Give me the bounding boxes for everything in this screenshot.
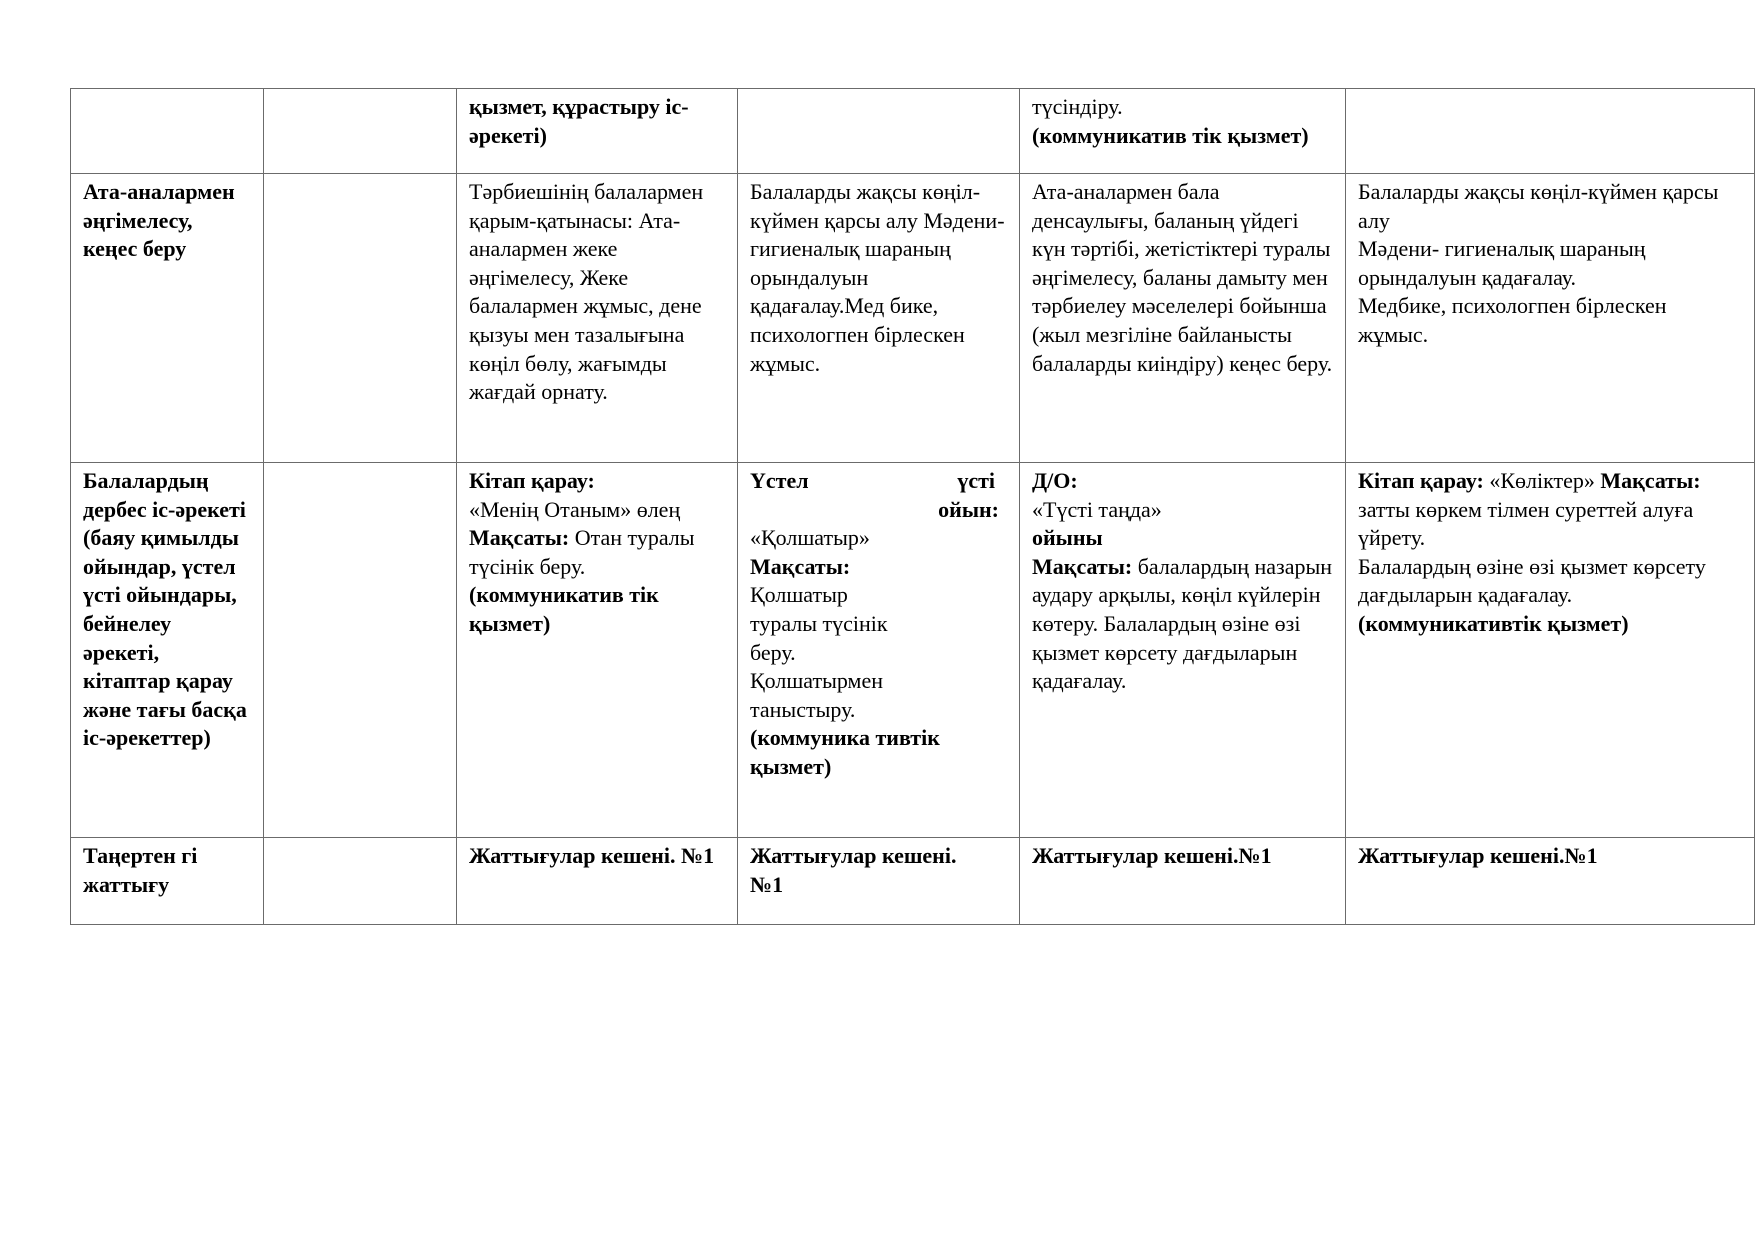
- text-line: Балалардың өзіне өзі қызмет көрсету дағдыларын қадағалау.: [1358, 553, 1706, 608]
- row-header-independent-activity: Балалардың дербес іс-әрекеті (баяу қимылды ойындар, үстел үсті ойындары, бейнелеу әрекеті, кітаптар қарау және тағы басқа іс-әрекеттер): [71, 463, 264, 838]
- cell-r2-c4: [738, 463, 1020, 838]
- goal-text: балалардың назарын аудару арқылы, көңіл күйлерін көтеру. Балалардың өзіне өзі қызмет көрсету дағдыларын қадағалау.: [1032, 553, 1333, 694]
- cell-r0-c4: [738, 89, 1020, 174]
- activity-tag: (коммуникативтік қызмет): [1358, 610, 1629, 636]
- book-name: «Көліктер»: [1489, 468, 1595, 493]
- cell-r0-c1: [71, 89, 264, 174]
- cell-r1-c6: [1346, 174, 1755, 463]
- cell-r2-c5: [1020, 463, 1346, 838]
- cell-r3-c4: Жаттығулар кешені.№1: [738, 838, 1020, 925]
- row-header-parents: Ата-аналармен әңгімелесу, кеңес беру: [71, 174, 264, 463]
- title-word: Үстел: [750, 468, 809, 493]
- cell-r1-c5: Ата-аналармен бала денсаулығы, баланың үйдегі күн тәртібі, жетістіктері туралы әңгімелесу, баланы дамыту мен тәрбиелеу мәселелері бойынша (жыл мезгіліне байланысты балаларды киіндіру) кеңес беру.: [1020, 174, 1346, 463]
- activity-title: [750, 467, 1007, 496]
- activity-title: Кітап қарау:: [1358, 468, 1484, 493]
- cell-r2-c2: [264, 463, 457, 838]
- row-header-morning-exercise: Таңертен гі жаттығу: [71, 838, 264, 925]
- goal-label: Мақсаты:: [1032, 553, 1133, 579]
- text-line: Медбике, психологпен бірлескен жұмыс.: [1358, 293, 1667, 347]
- cell-r3-c3: Жаттығулар кешені. №1: [457, 838, 738, 925]
- activity-tag: (коммуника тивтік қызмет): [750, 725, 940, 779]
- game-suffix: ойыны: [1032, 525, 1103, 551]
- schedule-table: [70, 88, 1755, 925]
- table-row: [71, 89, 1755, 174]
- activity-tag: (коммуникатив тік қызмет): [469, 582, 659, 636]
- goal-text: Отан туралы түсінік беру.: [469, 525, 695, 579]
- goal-text: затты көркем тілмен суреттей алуға үйрету.: [1358, 496, 1694, 551]
- goal-label: Мақсаты:: [469, 525, 570, 551]
- title-word: үсті: [957, 468, 995, 493]
- cell-r3-c6: Жаттығулар кешені.№1: [1346, 838, 1755, 925]
- table-row: [71, 463, 1755, 838]
- cell-r1-c4: Балаларды жақсы көңіл- күймен қарсы алу Мәдени-гигиеналық шараның орындалуын қадағалау.Мед бике, психологпен бірлескен жұмыс.: [738, 174, 1020, 463]
- table-row: [71, 174, 1755, 463]
- cell-r0-c2: [264, 89, 457, 174]
- cell-r1-c2: [264, 174, 457, 463]
- game-name: «Түсті таңда»: [1032, 496, 1162, 522]
- text-line: Балаларды жақсы көңіл-күймен қарсы алу: [1358, 179, 1719, 233]
- goal-label: Мақсаты:: [1600, 468, 1701, 493]
- goal-label: Мақсаты:: [750, 553, 851, 579]
- title-word: ойын:: [938, 496, 999, 522]
- cell-r2-c6: [1346, 463, 1755, 838]
- activity-text: «Менің Отаным» өлең: [469, 496, 681, 522]
- table-row: [71, 838, 1755, 925]
- cell-r1-c3: Тәрбиешінің балалармен қарым-қатынасы: Ата-аналармен жеке әңгімелесу, Жеке балалармен жұмыс, дене қызуы мен тазалығына көңіл бөлу, жағымды жағдай орнату.: [457, 174, 738, 463]
- cell-r3-c5: Жаттығулар кешені.№1: [1020, 838, 1346, 925]
- activity-title: Кітап қарау:: [469, 468, 595, 493]
- goal-text: Қолшатыр туралы түсінік беру. Қолшатырмен таныстыру.: [750, 582, 888, 722]
- cell-r0-c6: [1346, 89, 1755, 174]
- activity-title: Д/О:: [1032, 468, 1078, 493]
- cell-r0-c3: қызмет, құрастыру іс-әрекеті): [457, 89, 738, 174]
- cell-r3-c2: [264, 838, 457, 925]
- game-name: «Қолшатыр»: [750, 525, 870, 551]
- text-line: Мәдени- гигиеналық шараның орындалуын қадағалау.: [1358, 236, 1646, 290]
- cell-r0-c5: [1020, 89, 1346, 174]
- activity-tag: (коммуникатив тік қызмет): [1032, 122, 1309, 148]
- explain-text: түсіндіру.: [1032, 94, 1123, 119]
- cell-r2-c3: [457, 463, 738, 838]
